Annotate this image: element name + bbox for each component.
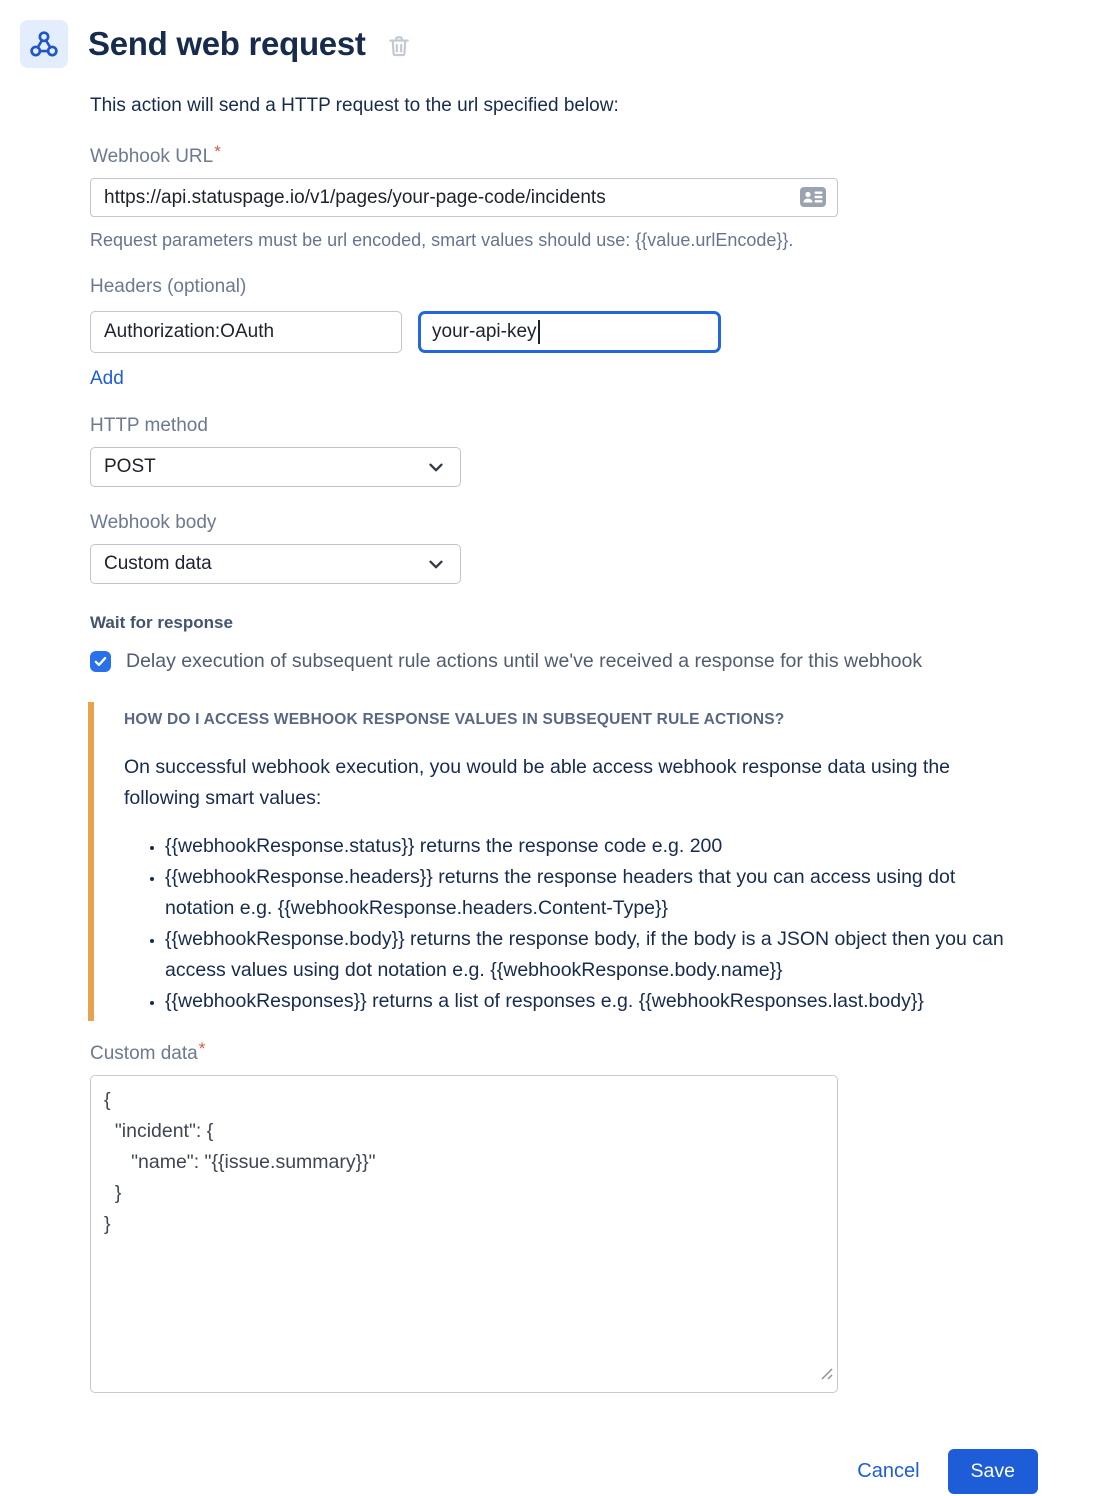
page-title: Send web request (88, 25, 366, 62)
webhook-url-input[interactable] (90, 178, 838, 217)
required-asterisk: * (214, 142, 221, 161)
header-row (90, 311, 1118, 353)
delay-execution-label[interactable]: Delay execution of subsequent rule actions until we've received a response for this webhook (126, 650, 923, 672)
add-header-link[interactable]: Add (90, 368, 124, 389)
delay-execution-checkbox[interactable] (90, 651, 111, 672)
smart-values-picker-icon[interactable] (798, 185, 828, 214)
smart-values-list (124, 831, 1014, 1017)
info-panel-intro: On successful webhook execution, you would be able access webhook response data using the following smart values: (124, 756, 951, 809)
headers-label: Headers (optional) (90, 276, 247, 297)
chevron-down-icon (425, 456, 447, 478)
action-header (0, 0, 1118, 68)
list-item: • {{webhookResponses}} returns a list of responses e.g. {{webhookResponses.last.body}} (165, 986, 1014, 1017)
list-item: • {{webhookResponse.status}} returns the response code e.g. 200 (165, 831, 1014, 862)
http-method-label: HTTP method (90, 415, 208, 436)
checkmark-icon (93, 654, 108, 669)
list-item: • {{webhookResponse.body}} returns the response body, if the body is a JSON object then you can access values using dot notation e.g. {{webhookResponse.body.name}} (165, 924, 1014, 986)
webhook-response-info-panel (88, 702, 1118, 1021)
resize-handle[interactable] (819, 1366, 833, 1385)
http-method-select[interactable]: POST (90, 447, 461, 487)
custom-data-textarea[interactable] (90, 1075, 838, 1393)
trash-icon[interactable] (386, 33, 412, 59)
header-value-input[interactable]: your-api-key (418, 311, 721, 353)
header-key-input[interactable] (90, 311, 402, 353)
required-asterisk: * (198, 1039, 206, 1058)
webhook-url-label: Webhook URL* (90, 142, 221, 167)
wait-for-response-label: Wait for response (90, 613, 233, 632)
cancel-button[interactable]: Cancel (857, 1460, 920, 1482)
webhook-icon (20, 20, 68, 68)
list-item: • {{webhookResponse.headers}} returns the response headers that you can access using dot notation e.g. {{webhookResponse.headers.Content-Type}} (165, 862, 1014, 924)
webhook-url-help: Request parameters must be url encoded, smart values should use: {{value.urlEncode}}. (90, 230, 794, 250)
save-button[interactable]: Save (948, 1449, 1038, 1494)
info-panel-heading: HOW DO I ACCESS WEBHOOK RESPONSE VALUES IN SUBSEQUENT RULE ACTIONS? (124, 711, 785, 728)
text-cursor (538, 320, 540, 344)
custom-data-label: Custom data* (90, 1039, 206, 1064)
webhook-body-select[interactable]: Custom data (90, 544, 461, 584)
webhook-body-label: Webhook body (90, 512, 217, 533)
chevron-down-icon (425, 553, 447, 575)
action-description: This action will send a HTTP request to the url specified below: (90, 95, 619, 116)
footer-actions (0, 1449, 1038, 1494)
